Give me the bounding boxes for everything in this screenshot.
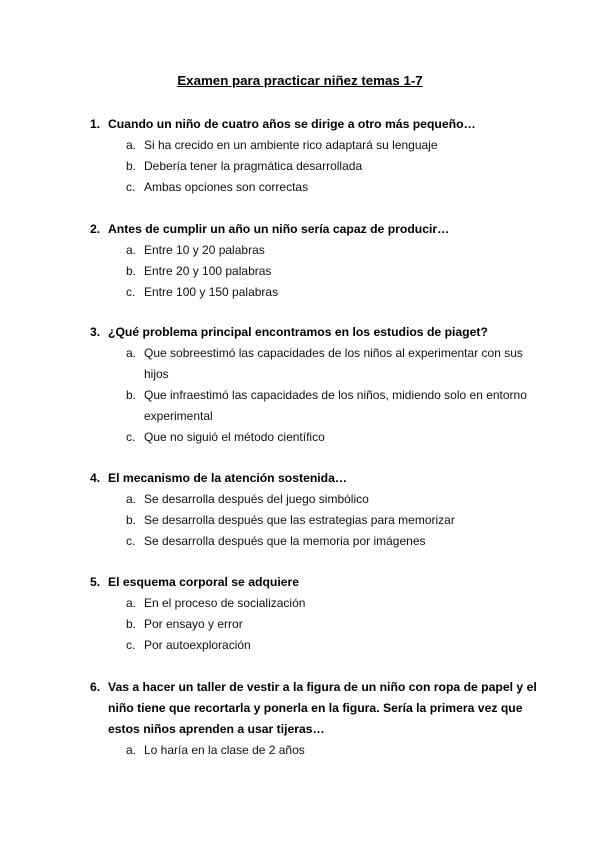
option-c xyxy=(90,635,540,656)
question-number: 3. xyxy=(90,325,101,339)
question-heading xyxy=(90,677,540,740)
option-letter: b. xyxy=(126,617,137,631)
option-c xyxy=(90,531,540,552)
option-letter: c. xyxy=(126,285,136,299)
option-letter: a. xyxy=(126,596,137,610)
option-text: Se desarrolla después que las estrategias para memorizar xyxy=(144,513,455,527)
option-letter: b. xyxy=(126,159,137,173)
option-b xyxy=(90,614,540,635)
question-heading xyxy=(90,219,540,240)
option-text: Entre 20 y 100 palabras xyxy=(144,264,272,278)
option-b xyxy=(90,261,540,282)
option-letter: c. xyxy=(126,534,136,548)
option-letter: c. xyxy=(126,638,136,652)
question-5 xyxy=(90,572,540,656)
option-a xyxy=(90,489,540,510)
option-text: Lo haría en la clase de 2 años xyxy=(144,743,305,757)
option-letter: b. xyxy=(126,513,137,527)
question-number: 5. xyxy=(90,575,101,589)
option-text: Debería tener la pragmática desarrollada xyxy=(144,159,363,173)
option-letter: b. xyxy=(126,388,137,402)
option-text: En el proceso de socialización xyxy=(144,596,306,610)
option-a xyxy=(90,740,540,761)
question-number: 2. xyxy=(90,222,101,236)
question-text: El mecanismo de la atención sostenida… xyxy=(108,471,348,485)
question-text: El esquema corporal se adquiere xyxy=(108,575,300,589)
option-b xyxy=(90,156,540,177)
option-letter: a. xyxy=(126,743,137,757)
question-1 xyxy=(90,114,540,198)
question-text: Antes de cumplir un año un niño sería capaz de producir… xyxy=(108,222,450,236)
option-c xyxy=(90,282,540,303)
question-heading xyxy=(90,114,540,135)
question-number: 6. xyxy=(90,680,101,694)
question-heading xyxy=(90,468,540,489)
question-text: ¿Qué problema principal encontramos en los estudios de piaget? xyxy=(108,325,488,339)
option-b xyxy=(90,385,540,427)
question-3 xyxy=(90,322,540,448)
options-list xyxy=(90,135,540,198)
option-text: Se desarrolla después del juego simbólico xyxy=(144,492,369,506)
option-text: Si ha crecido en un ambiente rico adaptará su lenguaje xyxy=(144,138,438,152)
option-letter: a. xyxy=(126,346,137,360)
option-a xyxy=(90,240,540,261)
question-number: 1. xyxy=(90,117,101,131)
question-text: Vas a hacer un taller de vestir a la figura de un niño con ropa de papel y el niño tiene que recortarla y ponerla en la figura. Sería la primera vez que estos niños aprenden a usar tijeras… xyxy=(108,680,537,736)
question-heading xyxy=(90,322,540,343)
option-a xyxy=(90,135,540,156)
exam-title: Examen para practicar niñez temas 1-7 xyxy=(177,73,423,88)
option-b xyxy=(90,510,540,531)
option-text: Que sobreestimó las capacidades de los niños al experimentar con sus hijos xyxy=(144,346,523,381)
option-letter: a. xyxy=(126,243,137,257)
question-4 xyxy=(90,468,540,552)
question-number: 4. xyxy=(90,471,101,485)
question-text: Cuando un niño de cuatro años se dirige a otro más pequeño… xyxy=(108,117,476,131)
option-c xyxy=(90,427,540,448)
option-text: Que no siguió el método científico xyxy=(144,430,325,444)
option-a xyxy=(90,343,540,385)
option-letter: c. xyxy=(126,430,136,444)
option-letter: a. xyxy=(126,138,137,152)
option-text: Ambas opciones son correctas xyxy=(144,180,309,194)
options-list xyxy=(90,240,540,303)
option-letter: b. xyxy=(126,264,137,278)
options-list xyxy=(90,489,540,552)
option-letter: c. xyxy=(126,180,136,194)
options-list xyxy=(90,343,540,448)
options-list xyxy=(90,740,540,761)
option-text: Por autoexploración xyxy=(144,638,251,652)
option-text: Por ensayo y error xyxy=(144,617,243,631)
question-2 xyxy=(90,219,540,303)
option-text: Se desarrolla después que la memoria por imágenes xyxy=(144,534,426,548)
options-list xyxy=(90,593,540,656)
option-text: Entre 100 y 150 palabras xyxy=(144,285,279,299)
option-a xyxy=(90,593,540,614)
option-c xyxy=(90,177,540,198)
question-6 xyxy=(90,677,540,761)
option-text: Entre 10 y 20 palabras xyxy=(144,243,265,257)
option-text: Que infraestimó las capacidades de los niños, midiendo solo en entorno experimental xyxy=(144,388,527,423)
option-letter: a. xyxy=(126,492,137,506)
question-heading xyxy=(90,572,540,593)
